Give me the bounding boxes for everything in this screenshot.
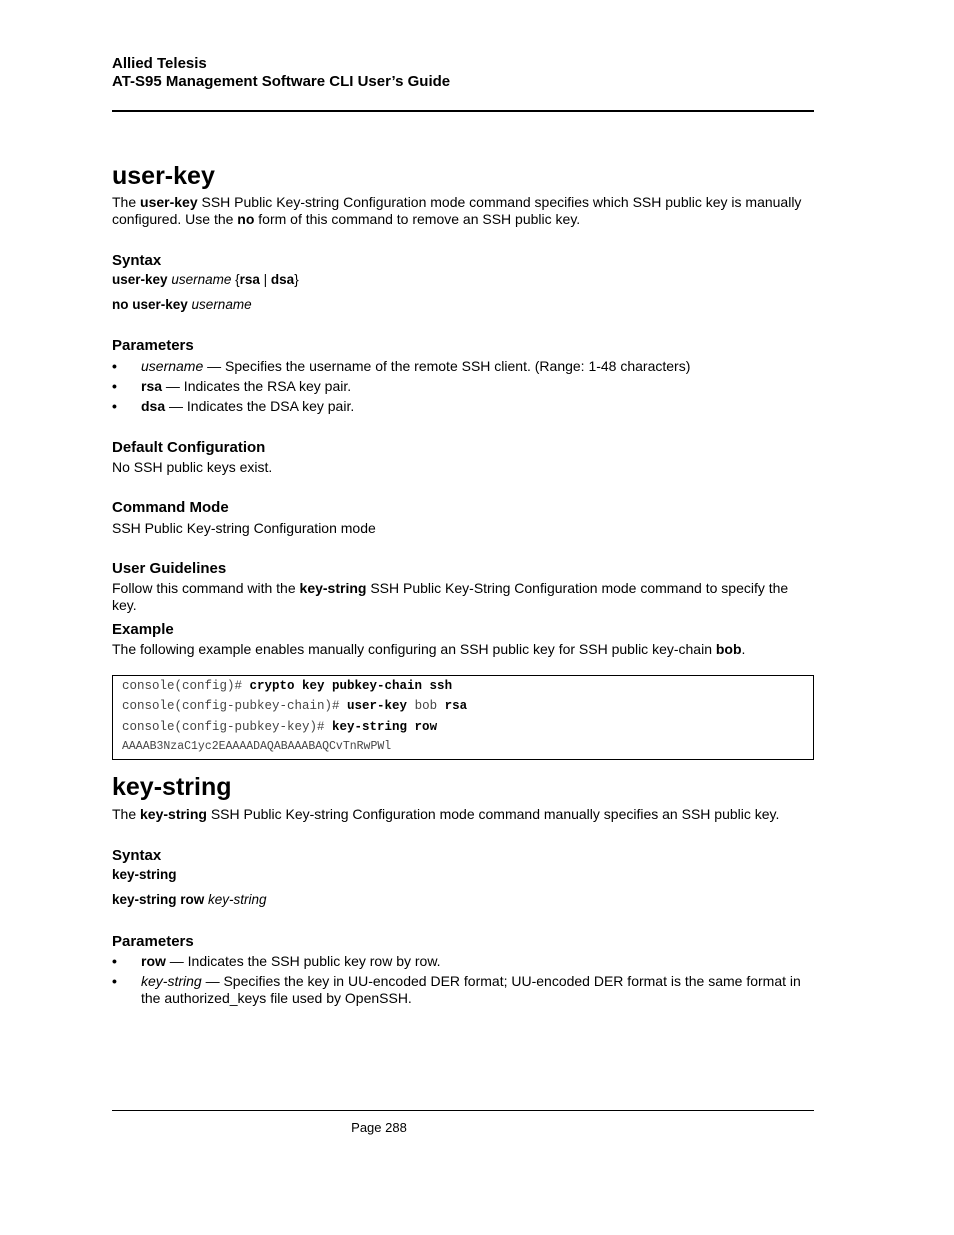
user-key-description: The user-key SSH Public Key-string Configuration mode command specifies which SSH public key is manually configured. Use the no form of this command to remove an SSH public key. (112, 194, 802, 227)
key-string-syntax-line-1: key-string (112, 867, 177, 882)
code-line-4: AAAAB3NzaC1yc2EAAAADAQABAAABAQCvTnRwPWl (122, 740, 392, 753)
header-guide-title: AT-S95 Management Software CLI User’s Guide (112, 73, 451, 90)
section-title-key-string: key-string (112, 773, 232, 801)
key-string-syntax-line-2: key-string row key-string (112, 892, 267, 907)
header-rule (112, 110, 814, 112)
code-line-2: console(config-pubkey-chain)# user-key bob rsa (122, 699, 468, 713)
command-mode-text: SSH Public Key-string Configuration mode (112, 520, 376, 536)
user-key-syntax-heading: Syntax (112, 252, 162, 269)
default-config-heading: Default Configuration (112, 439, 266, 456)
page-number: Page 288 (351, 1120, 407, 1135)
default-config-text: No SSH public keys exist. (112, 459, 273, 475)
user-guidelines-text: Follow this command with the key-string SSH Public Key-String Configuration mode command to specify the key. (112, 580, 789, 613)
user-key-syntax-line-1: user-key username {rsa | dsa} (112, 272, 299, 287)
header-company: Allied Telesis (112, 55, 207, 72)
footer-rule (112, 1110, 814, 1111)
list-item: • key-string — Specifies the key in UU-encoded DER format; UU-encoded DER format is the same format in the authorized_keys file used by OpenSSH. (112, 973, 801, 1006)
key-string-syntax-heading: Syntax (112, 847, 162, 864)
key-string-parameters-heading: Parameters (112, 933, 194, 950)
code-line-3: console(config-pubkey-key)# key-string row (122, 720, 438, 734)
user-key-syntax-line-2: no user-key username (112, 297, 252, 312)
user-key-parameters-heading: Parameters (112, 337, 194, 354)
example-text: The following example enables manually configuring an SSH public key for SSH public key-chain bob. (112, 641, 746, 657)
code-line-1: console(config)# crypto key pubkey-chain ssh (122, 679, 453, 693)
section-title-user-key: user-key (112, 162, 215, 190)
command-mode-heading: Command Mode (112, 499, 229, 516)
user-guidelines-heading: User Guidelines (112, 560, 227, 577)
code-example-box (112, 675, 814, 760)
key-string-description: The key-string SSH Public Key-string Configuration mode command manually specifies an SSH public key. (112, 806, 780, 822)
example-heading: Example (112, 621, 174, 638)
